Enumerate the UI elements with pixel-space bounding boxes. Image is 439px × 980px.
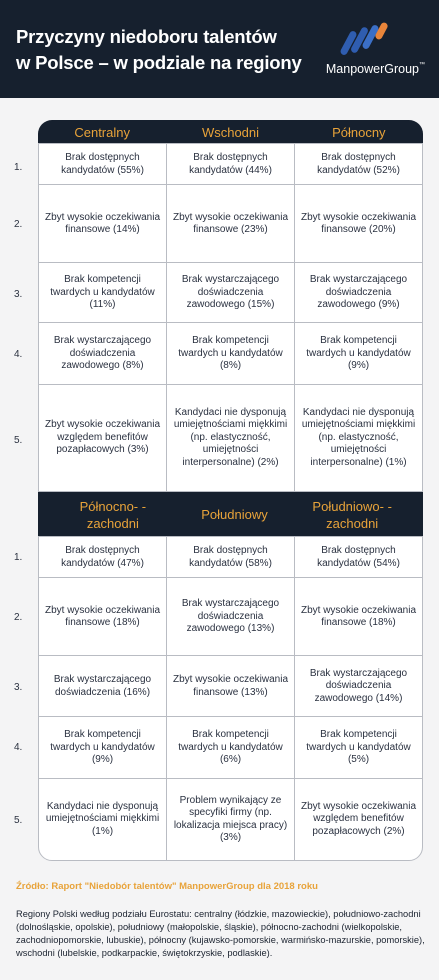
region-header-wschodni: Wschodni	[201, 124, 260, 140]
table1-row-5	[38, 385, 423, 492]
table-cell: Zbyt wysokie oczekiwania finansowe (14%)	[38, 184, 167, 264]
table-cell: Brak wystarczającego doświadczenia zawodowego (15%)	[166, 262, 295, 324]
region-header-polnocny: Północny	[332, 124, 386, 140]
table-cell: Brak wystarczającego doświadczenia zawodowego (9%)	[294, 262, 423, 324]
rank-number: 2.	[14, 612, 23, 623]
region-header-centralny: Centralny	[74, 124, 130, 140]
table-cell: Zbyt wysokie oczekiwania finansowe (13%)	[166, 655, 295, 718]
rank-number: 5.	[14, 435, 23, 446]
table-cell: Brak kompetencji twardych u kandydatów (9%)	[294, 322, 423, 386]
table-cell: Brak dostępnych kandydatów (54%)	[294, 536, 423, 579]
region-header-poludniowo-zachodni: Południowo- -zachodni	[312, 498, 392, 531]
table-cell: Kandydaci nie dysponują umiejętnościami miękkimi (np. elastyczność, umiejętności interpersonalne) (1%)	[294, 384, 423, 492]
table-cell: Problem wynikający ze specyfiki firmy (np. lokalizacja miejsca pracy) (3%)	[166, 778, 295, 861]
table-cell: Zbyt wysokie oczekiwania finansowe (20%)	[294, 184, 423, 264]
table-cell: Brak dostępnych kandydatów (47%)	[38, 536, 167, 579]
table1-row-3	[38, 263, 423, 324]
table2-row-2	[38, 578, 423, 657]
table-cell: Brak dostępnych kandydatów (58%)	[166, 536, 295, 579]
table-cell: Brak dostępnych kandydatów (52%)	[294, 143, 423, 186]
table-cell: Zbyt wysokie oczekiwania finansowe (18%)	[38, 577, 167, 657]
table-cell: Brak wystarczającego doświadczenia zawodowego (13%)	[166, 577, 295, 657]
table-cell: Zbyt wysokie oczekiwania finansowe (18%)	[294, 577, 423, 657]
logo-trademark: ™	[419, 62, 425, 68]
rank-number: 3.	[14, 682, 23, 693]
source-note: Źródło: Raport "Niedobór talentów" ManpowerGroup dla 2018 roku	[16, 881, 318, 892]
rank-number: 1.	[14, 552, 23, 563]
rank-number: 2.	[14, 219, 23, 230]
rank-number: 1.	[14, 162, 23, 173]
table1-row-4	[38, 323, 423, 386]
rank-number: 4.	[14, 742, 23, 753]
logo-mark-icon	[339, 22, 391, 58]
rank-number: 4.	[14, 349, 23, 360]
table-cell: Zbyt wysokie oczekiwania finansowe (23%)	[166, 184, 295, 264]
region-header-poludniowy: Południowy	[201, 507, 268, 522]
table-cell: Brak kompetencji twardych u kandydatów (8%)	[166, 322, 295, 386]
table2-row-4	[38, 717, 423, 780]
table-cell: Brak kompetencji twardych u kandydatów (9%)	[38, 716, 167, 780]
table2-row-1	[38, 537, 423, 579]
table-cell: Brak dostępnych kandydatów (55%)	[38, 143, 167, 186]
table-cell: Kandydaci nie dysponują umiejętnościami miękkimi (np. elastyczność, umiejętności interpersonalne) (2%)	[166, 384, 295, 492]
table-cell: Zbyt wysokie oczekiwania względem benefitów pozapłacowych (3%)	[38, 384, 167, 492]
logo-wordmark	[326, 62, 425, 76]
header-banner	[0, 0, 439, 98]
region-header-polnocno-zachodni: Północno- -zachodni	[79, 498, 147, 531]
table-cell: Brak kompetencji twardych u kandydatów (6%)	[166, 716, 295, 780]
regions-footnote: Regiony Polski według podziału Eurostatu: centralny (łódzkie, mazowieckie), południowo-zachodni (dolnośląskie, opolskie), południowy (małopolskie, śląskie), północno-zachodni (wielkopolskie, zachodniopomorskie, lubuskie), północny (kujawsko-pomorskie, warmińsko-mazurskie, pomorskie), wschodni (lubelskie, podkarpackie, świętokrzyskie, podlaskie).	[16, 909, 425, 958]
rank-number: 5.	[14, 815, 23, 826]
title-line-2: w Polsce – w podziale na regiony	[16, 52, 302, 73]
table2-header	[38, 492, 423, 537]
manpowergroup-logo	[307, 22, 425, 82]
table2-row-5	[38, 779, 423, 861]
rank-number: 3.	[14, 289, 23, 300]
table-cell: Brak wystarczającego doświadczenia (16%)	[38, 655, 167, 718]
table1-header	[38, 120, 423, 144]
table-cell: Brak kompetencji twardych u kandydatów (5%)	[294, 716, 423, 780]
table-cell: Zbyt wysokie oczekiwania względem benefitów pozapłacowych (2%)	[294, 778, 423, 861]
table-cell: Kandydaci nie dysponują umiejętnościami miękkimi (1%)	[38, 778, 167, 861]
table-cell: Brak kompetencji twardych u kandydatów (11%)	[38, 262, 167, 324]
table2-row-3	[38, 656, 423, 718]
title-line-1: Przyczyny niedoboru talentów	[16, 26, 277, 47]
page-title	[16, 24, 302, 76]
table1-row-1	[38, 144, 423, 186]
table-cell: Brak wystarczającego doświadczenia zawodowego (8%)	[38, 322, 167, 386]
table-cell: Brak dostępnych kandydatów (44%)	[166, 143, 295, 186]
table-cell: Brak wystarczającego doświadczenia zawodowego (14%)	[294, 655, 423, 718]
logo-text: ManpowerGroup	[325, 62, 419, 76]
table1-row-2	[38, 185, 423, 264]
